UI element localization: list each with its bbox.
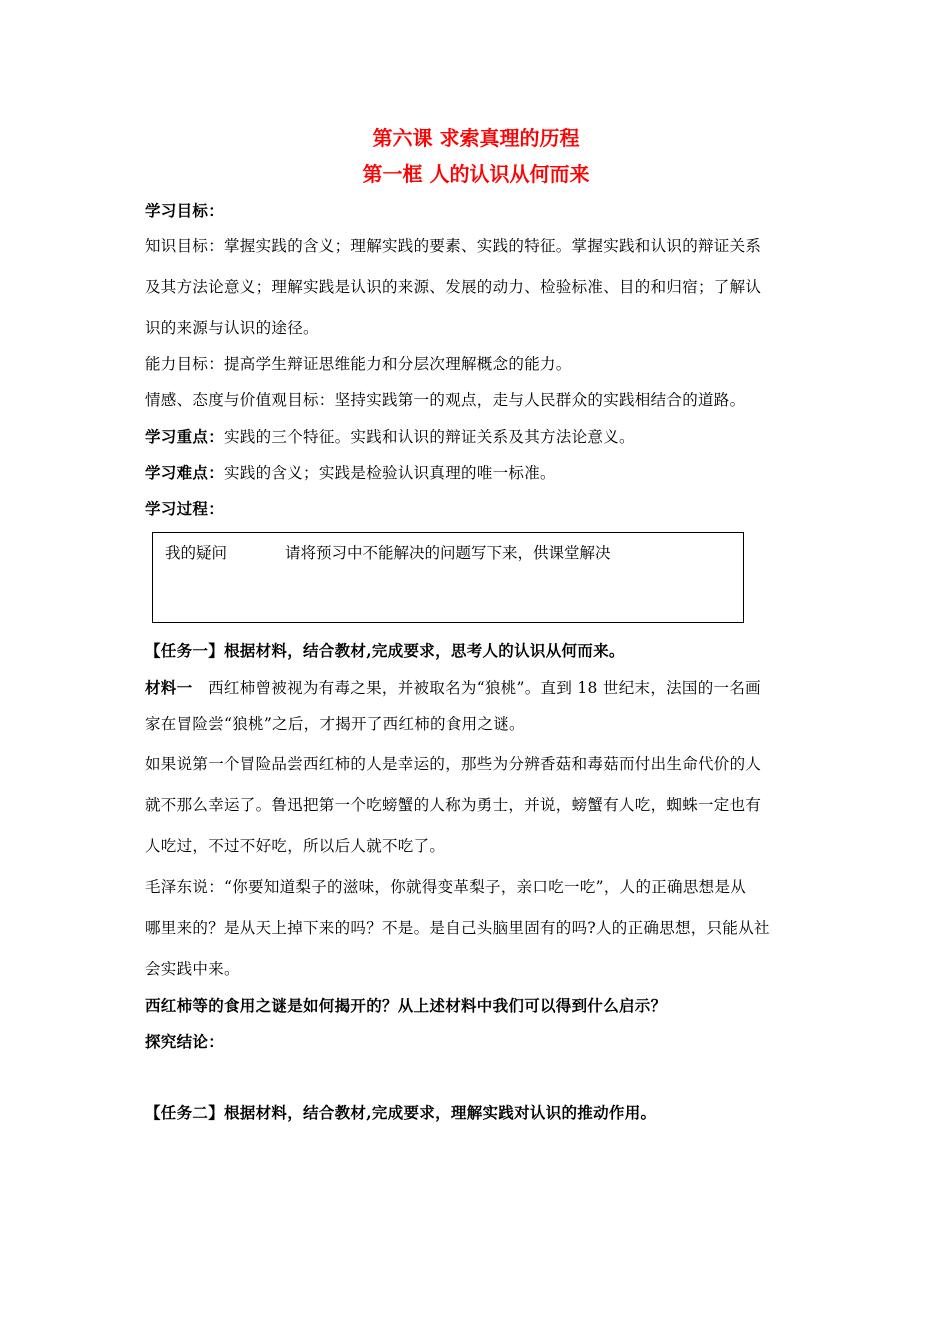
- task1-material-line2: 家在冒险尝“狼桃”之后，才揭开了西红柿的食用之谜。: [145, 715, 525, 733]
- material-text-line1: 西红柿曾被视为有毒之果，并被取名为“狼桃”。直到 18 世纪末，法国的一名画: [208, 679, 761, 697]
- question-box-label: 我的疑问: [165, 544, 228, 562]
- key-points-text: 实践的三个特征。实践和认识的辩证关系及其方法论意义。: [224, 428, 635, 446]
- difficulties-text: 实践的含义；实践是检验认识真理的唯一标准。: [224, 464, 556, 482]
- question-box[interactable]: [152, 532, 744, 623]
- emotion-objective: 情感、态度与价值观目标：坚持实践第一的观点，走与人民群众的实践相结合的道路。: [145, 391, 746, 409]
- difficulties-label: 学习难点：: [145, 463, 225, 482]
- ability-objective: 能力目标：提高学生辩证思维能力和分层次理解概念的能力。: [145, 355, 572, 373]
- task1-question: 西红柿等的食用之谜是如何揭开的？从上述材料中我们可以得到什么启示？: [145, 996, 667, 1015]
- key-points-label: 学习重点：: [145, 427, 225, 446]
- question-box-instruction: 请将预习中不能解决的问题写下来，供课堂解决: [285, 544, 611, 562]
- process-heading: 学习过程：: [145, 499, 225, 518]
- task1-para2-line1: 如果说第一个冒险品尝西红柿的人是幸运的，那些为分辨香菇和毒菇而付出生命代价的人: [145, 755, 762, 773]
- section-title: 第一框 人的认识从何而来: [362, 162, 590, 186]
- task1-conclusion-label: 探究结论：: [145, 1032, 225, 1051]
- objectives-heading: 学习目标：: [145, 201, 225, 220]
- material-label: 材料一: [145, 678, 193, 697]
- task1-heading: 【任务一】根据材料，结合教材,完成要求，思考人的认识从何而来。: [145, 641, 625, 660]
- task1-para3-line2: 哪里来的？是从天上掉下来的吗？不是。是自己头脑里固有的吗?人的正确思想，只能从社: [145, 919, 770, 937]
- knowledge-objective-line2: 及其方法论意义；理解实践是认识的来源、发展的动力、检验标准、目的和归宿；了解认: [145, 278, 762, 296]
- lesson-title: 第六课 求索真理的历程: [372, 126, 580, 150]
- knowledge-objective-line3: 识的来源与认识的途径。: [145, 319, 319, 337]
- task1-para3-line3: 会实践中来。: [145, 960, 240, 978]
- task1-material-line1: [145, 667, 807, 709]
- task1-para3-line1: 毛泽东说：“你要知道梨子的滋味，你就得变革梨子，亲口吃一吃”，人的正确思想是从: [145, 878, 747, 896]
- task1-para2-line3: 人吃过，不过不好吃，所以后人就不吃了。: [145, 837, 446, 855]
- knowledge-objective-line1: 知识目标：掌握实践的含义；理解实践的要素、实践的特征。掌握实践和认识的辩证关系: [145, 237, 762, 255]
- task2-heading: 【任务二】根据材料，结合教材,完成要求，理解实践对认识的推动作用。: [145, 1103, 657, 1122]
- task1-para2-line2: 就不那么幸运了。鲁迅把第一个吃螃蟹的人称为勇士，并说，螃蟹有人吃，蜘蛛一定也有: [145, 796, 762, 814]
